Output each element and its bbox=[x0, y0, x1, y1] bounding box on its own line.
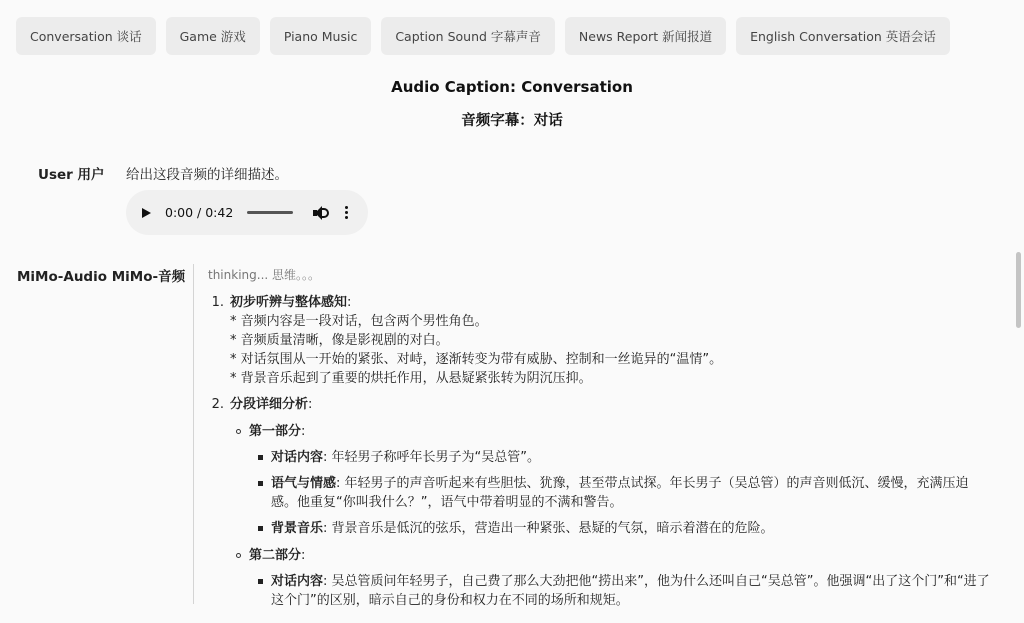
tab-news-report[interactable]: News Report 新闻报道 bbox=[565, 17, 726, 55]
list-item: * 音频质量清晰，像是影视剧的对白。 bbox=[230, 333, 449, 348]
list-item: * 背景音乐起到了重要的烘托作用，从悬疑紧张转为阴沉压抑。 bbox=[230, 371, 592, 386]
bullet-square bbox=[258, 455, 263, 460]
user-label: User 用户 bbox=[38, 167, 105, 183]
tab-bar bbox=[16, 17, 950, 55]
bullet-square bbox=[258, 526, 263, 531]
item-label: 对话内容 bbox=[271, 574, 324, 589]
tab-english-conversation[interactable]: English Conversation 英语会话 bbox=[736, 17, 950, 55]
tab-piano-music[interactable]: Piano Music bbox=[270, 17, 372, 55]
item-text: 吴总管质问年轻男子，自己费了那么大劲把他“捞出来”，他为什么还叫自己“吴总管”。他强调“出了这个门”和“进了这个门”的区别，暗示自己的身份和权力在不同的场所和规矩。 bbox=[271, 574, 990, 608]
item-text: 背景音乐是低沉的弦乐，营造出一种紧张、悬疑的气氛，暗示着潜在的危险。 bbox=[331, 521, 774, 536]
subsection-title: 第二部分 bbox=[249, 548, 302, 563]
section-number: 2. bbox=[211, 397, 224, 412]
scrollbar-thumb[interactable] bbox=[1016, 252, 1021, 328]
subsection: 第二部分: bbox=[236, 546, 1008, 565]
subsection-title: 第一部分 bbox=[249, 424, 302, 439]
item-label: 语气与情感 bbox=[271, 476, 337, 491]
bot-label: MiMo-Audio MiMo-音频 bbox=[17, 269, 186, 285]
bullet-square bbox=[258, 481, 263, 486]
subsection: 第一部分: bbox=[236, 422, 1008, 441]
section-1: 1. 初步听辨与整体感知: bbox=[208, 293, 1008, 312]
bullet-circle bbox=[236, 553, 241, 558]
list-item: 对话内容: 年轻男子称呼年长男子为“吴总管”。 bbox=[258, 448, 1008, 467]
tab-caption-sound[interactable]: Caption Sound 字幕声音 bbox=[381, 17, 555, 55]
section-title: 分段详细分析 bbox=[230, 397, 309, 412]
list-item: * 对话氛围从一开始的紧张、对峙，逐渐转变为带有威胁、控制和一丝诡异的“温情”。 bbox=[230, 352, 723, 367]
page-subtitle: 音频字幕：对话 bbox=[461, 113, 563, 129]
tab-game[interactable]: Game 游戏 bbox=[166, 17, 260, 55]
item-label: 对话内容 bbox=[271, 450, 324, 465]
bot-response bbox=[208, 266, 1008, 608]
section-number: 1. bbox=[211, 295, 224, 310]
page-title: Audio Caption: Conversation bbox=[391, 78, 633, 96]
audio-player bbox=[126, 190, 368, 235]
bullet-circle bbox=[236, 429, 241, 434]
user-prompt: 给出这段音频的详细描述。 bbox=[126, 167, 288, 183]
item-text: 年轻男子的声音听起来有些胆怯、犹豫，甚至带点试探。年长男子（吴总管）的声音则低沉、缓慢，充满压迫感。他重复“你叫我什么？”，语气中带着明显的不满和警告。 bbox=[271, 476, 969, 510]
more-options-icon[interactable] bbox=[341, 204, 352, 221]
audio-progress-slider[interactable] bbox=[247, 211, 293, 214]
item-text: 年轻男子称呼年长男子为“吴总管”。 bbox=[331, 450, 541, 465]
tab-conversation[interactable]: Conversation 谈话 bbox=[16, 17, 156, 55]
play-icon[interactable] bbox=[142, 208, 151, 218]
bullet-square bbox=[258, 579, 263, 584]
item-label: 背景音乐 bbox=[271, 521, 324, 536]
divider bbox=[193, 264, 194, 604]
list-item: * 音频内容是一段对话，包含两个男性角色。 bbox=[230, 314, 488, 329]
list-item: 背景音乐: 背景音乐是低沉的弦乐，营造出一种紧张、悬疑的气氛，暗示着潜在的危险。 bbox=[258, 519, 1008, 538]
section-2: 2. 分段详细分析: bbox=[208, 395, 1008, 414]
thinking-text: thinking... 思维。。。 bbox=[208, 268, 321, 282]
list-item: 语气与情感: 年轻男子的声音听起来有些胆怯、犹豫，甚至带点试探。年长男子（吴总管）的声音则低沉、缓慢，充满压迫感。他重复“你叫我什么？”，语气中带着明显的不满和警告。 bbox=[258, 474, 1008, 512]
list-item: 对话内容: 吴总管质问年轻男子，自己费了那么大劲把他“捞出来”，他为什么还叫自己“吴总管”。他强调“出了这个门”和“进了这个门”的区别，暗示自己的身份和权力在不同的场所和规矩。 bbox=[258, 572, 1008, 610]
section-title: 初步听辨与整体感知 bbox=[230, 295, 348, 310]
volume-icon[interactable] bbox=[313, 206, 329, 220]
audio-time: 0:00 / 0:42 bbox=[165, 205, 234, 220]
